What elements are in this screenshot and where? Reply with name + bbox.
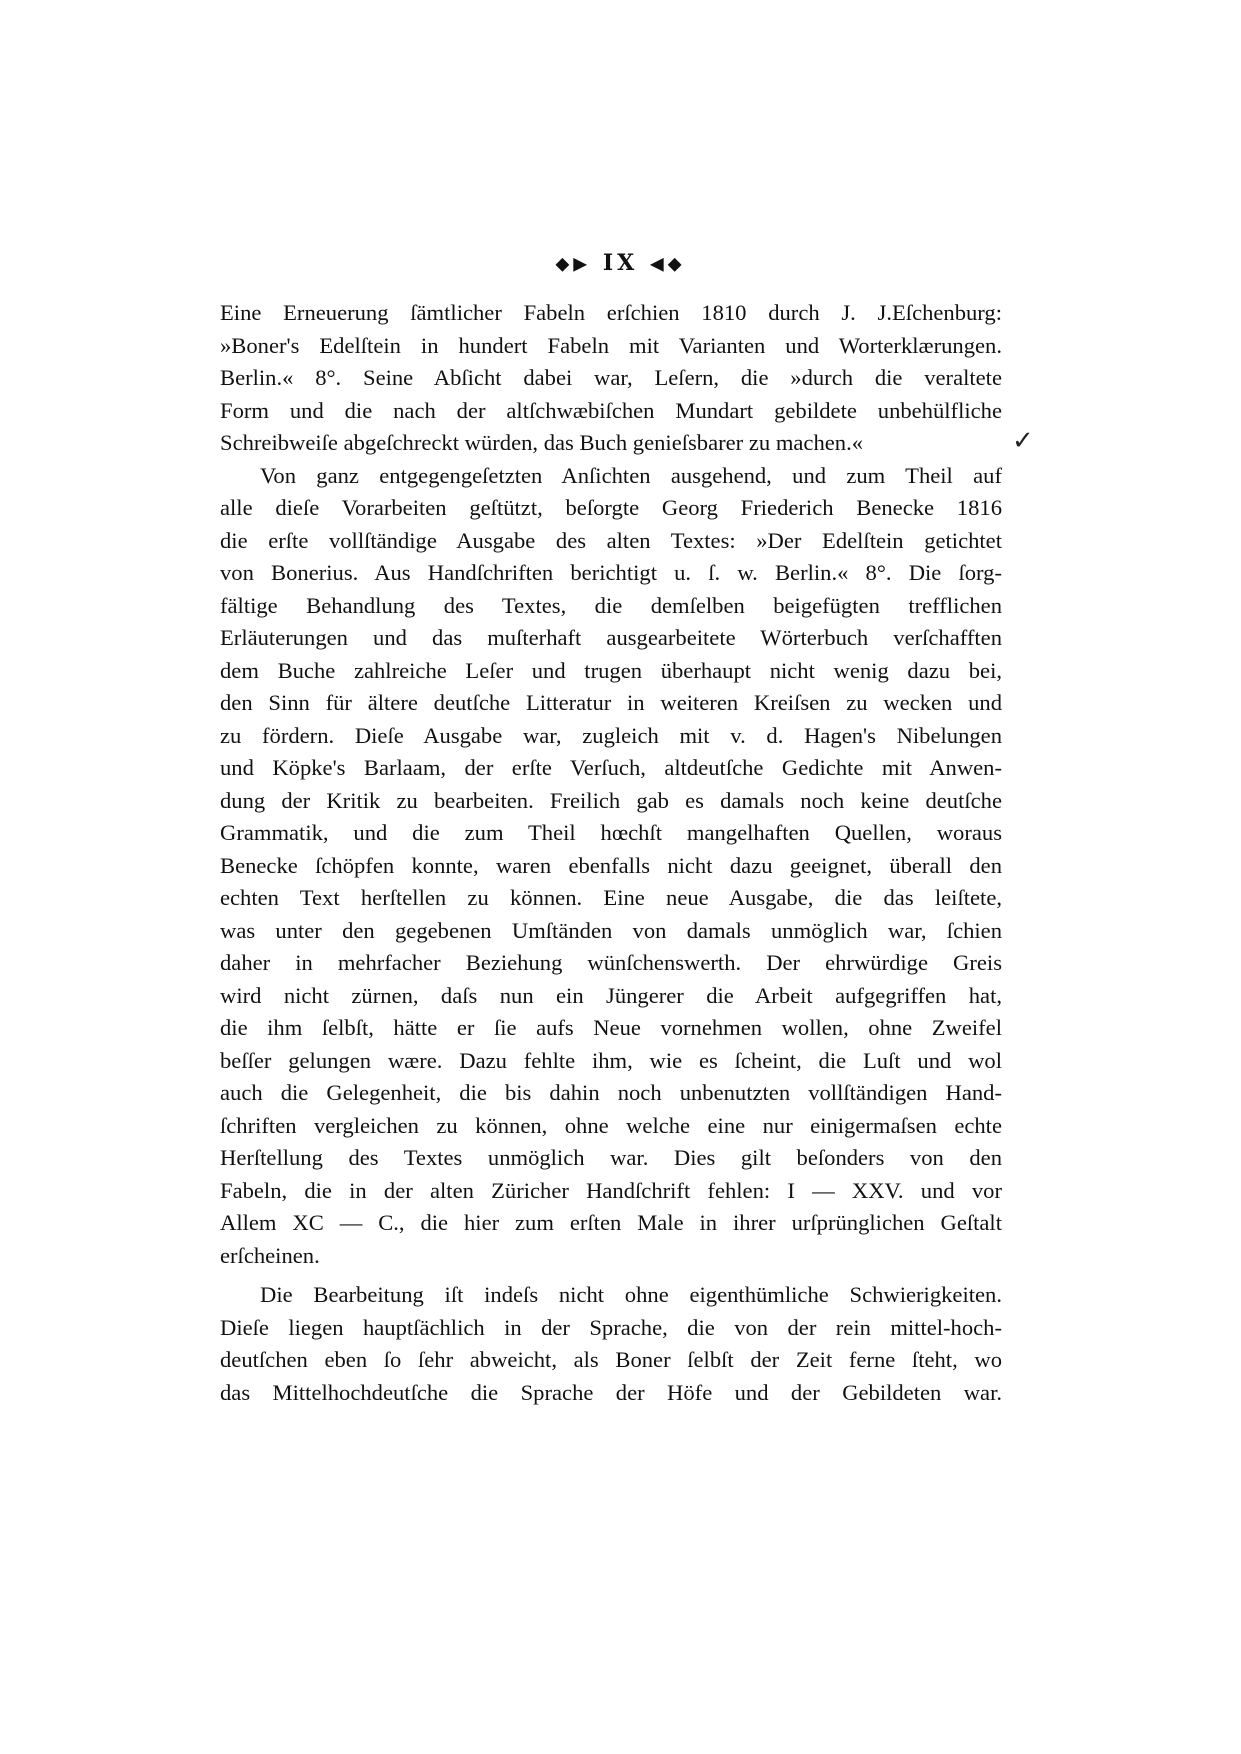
text-line: daher in mehrfacher Beziehung wünſchenswerth. Der ehrwürdige Greis <box>220 950 1002 975</box>
ornament-left-icon: ◆▶ <box>555 253 592 275</box>
text-line: beſſer gelungen wære. Dazu fehlte ihm, wie es ſcheint, die Luſt und wol <box>220 1047 1002 1073</box>
text-line: auch die Gelegenheit, die bis dahin noch unbenutzten vollſtändigen Hand- <box>220 1080 1002 1105</box>
text-line: die ihm ſelbſt, hätte er ſie aufs Neue vornehmen wollen, ohne Zweifel <box>220 1015 1002 1040</box>
text-line: Dieſe liegen hauptſächlich in der Sprache, die von der rein mittel-hoch- <box>220 1314 1002 1340</box>
text-line: und Köpke's Barlaam, der erſte Verſuch, altdeutſche Gedichte mit Anwen- <box>220 755 1002 780</box>
text-line: Benecke ſchöpfen konnte, waren ebenfalls nicht dazu geeignet, überall den <box>220 852 1002 878</box>
text-line: Allem XC — C., die hier zum erſten Male in ihrer urſprünglichen Geſtalt <box>220 1210 1002 1235</box>
text-line: Fabeln, die in der alten Züricher Handſchrift fehlen: I — XXV. und vor <box>220 1177 1002 1203</box>
page-number: IX <box>602 250 639 276</box>
page-header <box>0 250 1241 276</box>
text-line: Form und die nach der altſchwæbiſchen Mundart gebildete unbehülfliche <box>220 397 1002 423</box>
text-line: echten Text herſtellen zu können. Eine neue Ausgabe, die das leiſtete, <box>220 885 1002 910</box>
paragraph-1 <box>220 297 1002 460</box>
text-line: Von ganz entgegengeſetzten Anſichten ausgehend, und zum Theil auf <box>260 462 1002 488</box>
body-text <box>220 297 1002 1409</box>
text-line: Eine Erneuerung ſämtlicher Fabeln erſchien 1810 durch J. J.Eſchenburg: <box>220 300 1002 325</box>
text-line: alle dieſe Vorarbeiten geſtützt, beſorgte Georg Friederich Benecke 1816 <box>220 495 1002 520</box>
paragraph-3 <box>220 1279 1002 1409</box>
text-line: fältige Behandlung des Textes, die demſelben beigefügten trefflichen <box>220 592 1002 618</box>
ornament-right-icon: ◀◆ <box>649 253 686 275</box>
text-line: erſcheinen. <box>220 1242 320 1268</box>
text-line: Berlin.« 8°. Seine Abſicht dabei war, Leſern, die »durch die veraltete <box>220 365 1002 390</box>
text-line: deutſchen eben ſo ſehr abweicht, als Boner ſelbſt der Zeit ferne ſteht, wo <box>220 1347 1002 1372</box>
text-line: Erläuterungen und das muſterhaft ausgearbeitete Wörterbuch verſchafften <box>220 625 1002 650</box>
text-line: Grammatik, und die zum Theil hœchſt mangelhaften Quellen, woraus <box>220 820 1002 845</box>
text-line: ſchriften vergleichen zu können, ohne welche eine nur einigermaſsen echte <box>220 1112 1002 1138</box>
text-line: dung der Kritik zu bearbeiten. Freilich gab es damals noch keine deutſche <box>220 787 1002 813</box>
text-line: das Mittelhochdeutſche die Sprache der Höfe und der Gebildeten war. <box>220 1379 1002 1405</box>
text-line: »Boner's Edelſtein in hundert Fabeln mit Varianten und Worterklærungen. <box>220 332 1002 358</box>
text-line: Schreibweiſe abgeſchreckt würden, das Buch genieſsbarer zu machen.« <box>220 430 864 455</box>
paragraph-2 <box>220 460 1002 1273</box>
text-line: Herſtellung des Textes unmöglich war. Dies gilt beſonders von den <box>220 1145 1002 1170</box>
text-line: zu fördern. Dieſe Ausgabe war, zugleich mit v. d. Hagen's Nibelungen <box>220 722 1002 748</box>
margin-checkmark-icon: ✓ <box>1012 426 1034 456</box>
text-line: Die Bearbeitung iſt indeſs nicht ohne eigenthümliche Schwierigkeiten. <box>260 1282 1002 1307</box>
text-line: von Bonerius. Aus Handſchriften berichtigt u. ſ. w. Berlin.« 8°. Die ſorg- <box>220 560 1002 585</box>
text-line: wird nicht zürnen, daſs nun ein Jüngerer die Arbeit aufgegriffen hat, <box>220 982 1002 1008</box>
text-line: den Sinn für ältere deutſche Litteratur in weiteren Kreiſsen zu wecken und <box>220 690 1002 715</box>
text-line: was unter den gegebenen Umſtänden von damals unmöglich war, ſchien <box>220 917 1002 943</box>
text-line: dem Buche zahlreiche Leſer und trugen überhaupt nicht wenig dazu bei, <box>220 657 1002 683</box>
text-line: die erſte vollſtändige Ausgabe des alten Textes: »Der Edelſtein getichtet <box>220 527 1002 553</box>
